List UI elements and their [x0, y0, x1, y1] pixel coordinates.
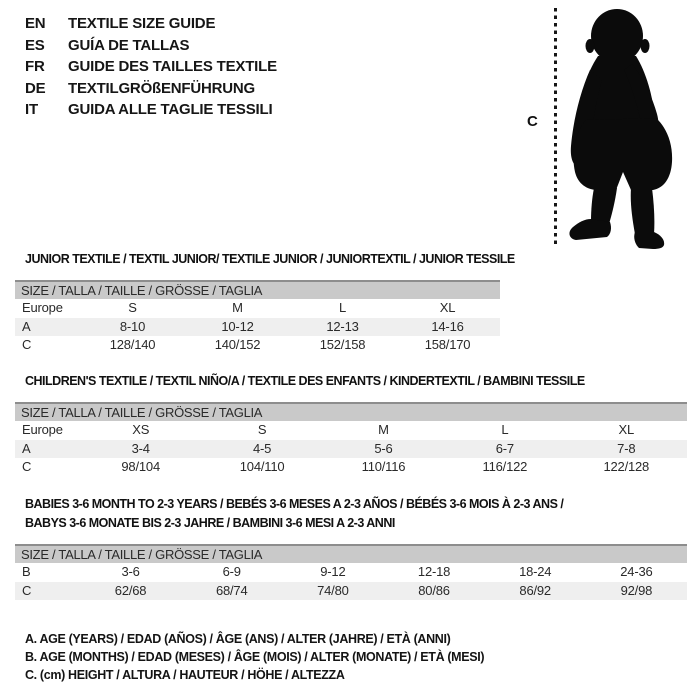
babies-section-title [25, 495, 563, 532]
table-cell: 10-12 [221, 318, 254, 334]
table-cell: 7-8 [617, 440, 636, 456]
table-row [15, 421, 687, 440]
language-row-it [25, 99, 277, 121]
table-cell: 4-5 [252, 440, 272, 456]
table-row [15, 582, 687, 601]
language-code: EN [25, 15, 46, 33]
table-cell: S [128, 300, 137, 315]
junior-size-table [15, 280, 500, 355]
babies-size-header-bar: SIZE / TALLA / TAILLE / GRÖSSE / TAGLIA [15, 544, 687, 563]
table-cell: XL [618, 422, 635, 437]
table-cell: 80/86 [418, 582, 450, 598]
table-cell: 9-12 [320, 564, 346, 579]
babies-size-table [15, 544, 687, 600]
table-row [15, 458, 687, 477]
table-cell: 14-16 [431, 318, 464, 334]
language-row-en [25, 13, 277, 35]
table-cell: 5-6 [374, 440, 393, 456]
row-label: Europe [22, 300, 63, 315]
junior-size-header-bar: SIZE / TALLA / TAILLE / GRÖSSE / TAGLIA [15, 280, 500, 299]
toddler-silhouette-icon [560, 8, 690, 250]
table-cell: 158/170 [424, 337, 471, 352]
table-row [15, 318, 500, 337]
table-cell: 12-13 [326, 318, 359, 334]
babies-table-grid [15, 563, 687, 600]
table-cell: 6-9 [222, 564, 241, 579]
language-label: GUIDE DES TAILLES TEXTILE [68, 58, 277, 76]
height-measure-dashed-line [554, 8, 557, 246]
table-cell: 68/74 [215, 582, 248, 598]
row-label: Europe [22, 422, 63, 437]
junior-table-grid [15, 299, 500, 355]
language-label: TEXTILE SIZE GUIDE [68, 15, 216, 33]
children-table-grid [15, 421, 687, 477]
row-label: A [22, 440, 31, 456]
language-label: GUIDA ALLE TAGLIE TESSILI [68, 101, 273, 119]
table-cell: 152/158 [319, 337, 366, 352]
footnote-b: B. AGE (MONTHS) / EDAD (MESES) / ÂGE (MOIS) / ALTER (MONATE) / ETÀ (MESI) [25, 650, 485, 664]
language-code: ES [25, 36, 45, 54]
language-row-fr [25, 56, 277, 78]
row-label: C [22, 582, 32, 598]
table-cell: 12-18 [417, 564, 451, 579]
table-cell: 128/140 [109, 337, 156, 352]
language-code: FR [25, 58, 45, 76]
table-cell: 104/110 [239, 459, 285, 474]
language-row-de [25, 78, 277, 100]
table-cell: 18-24 [519, 564, 552, 579]
footnotes [25, 630, 484, 684]
children-size-header-bar: SIZE / TALLA / TAILLE / GRÖSSE / TAGLIA [15, 402, 687, 421]
table-row [15, 299, 500, 318]
table-cell: 74/80 [317, 582, 349, 598]
footnote-c: C. (cm) HEIGHT / ALTURA / HAUTEUR / HÖHE / ALTEZZA [25, 668, 345, 682]
table-row [15, 563, 687, 582]
babies-title-line1: BABIES 3-6 MONTH TO 2-3 YEARS / BEBÉS 3-6 MESES A 2-3 AÑOS / BÉBÉS 3-6 MOIS À 2-3 ANS / [25, 497, 564, 511]
language-code: IT [25, 101, 38, 119]
table-cell: 140/152 [214, 337, 261, 352]
table-cell: L [501, 422, 509, 437]
junior-section-title: JUNIOR TEXTILE / TEXTIL JUNIOR/ TEXTILE JUNIOR / JUNIORTEXTIL / JUNIOR TESSILE [25, 252, 515, 266]
table-cell: 6-7 [495, 440, 514, 456]
footnote-a: A. AGE (YEARS) / EDAD (AÑOS) / ÂGE (ANS) / ALTER (JAHRE) / ETÀ (ANNI) [25, 632, 451, 646]
children-size-table [15, 402, 687, 477]
table-cell: 110/116 [361, 459, 406, 474]
table-cell: 62/68 [114, 582, 147, 598]
table-cell: 98/104 [121, 459, 160, 474]
table-cell: S [257, 422, 267, 437]
table-cell: 8-10 [119, 318, 146, 334]
table-row [15, 336, 500, 355]
row-label: C [22, 459, 32, 474]
row-label: B [22, 564, 31, 579]
table-cell: XS [132, 422, 150, 437]
table-cell: L [338, 300, 347, 315]
language-label: TEXTILGRÖßENFÜHRUNG [68, 79, 256, 97]
language-list [25, 13, 277, 121]
table-cell: XL [439, 300, 456, 315]
table-row [15, 440, 687, 459]
table-cell: 86/92 [519, 582, 551, 598]
row-label: A [22, 318, 31, 334]
children-section-title: CHILDREN'S TEXTILE / TEXTIL NIÑO/A / TEXTILE DES ENFANTS / KINDERTEXTIL / BAMBINI TESSILE [25, 374, 585, 388]
row-label: C [22, 337, 32, 352]
table-cell: 3-4 [131, 440, 150, 456]
table-cell: 3-6 [121, 564, 140, 579]
table-cell: M [232, 300, 243, 315]
table-cell: 24-36 [620, 564, 653, 579]
table-cell: 92/98 [620, 582, 653, 598]
height-measure-label: C [527, 113, 538, 130]
babies-title-line2: BABYS 3-6 MONATE BIS 2-3 JAHRE / BAMBINI 3-6 MESI A 2-3 ANNI [25, 515, 395, 530]
table-cell: 122/128 [603, 459, 650, 474]
table-cell: M [378, 422, 389, 437]
language-label: GUÍA DE TALLAS [68, 36, 190, 54]
language-row-es [25, 35, 277, 57]
language-code: DE [25, 79, 46, 97]
table-cell: 116/122 [482, 459, 528, 474]
